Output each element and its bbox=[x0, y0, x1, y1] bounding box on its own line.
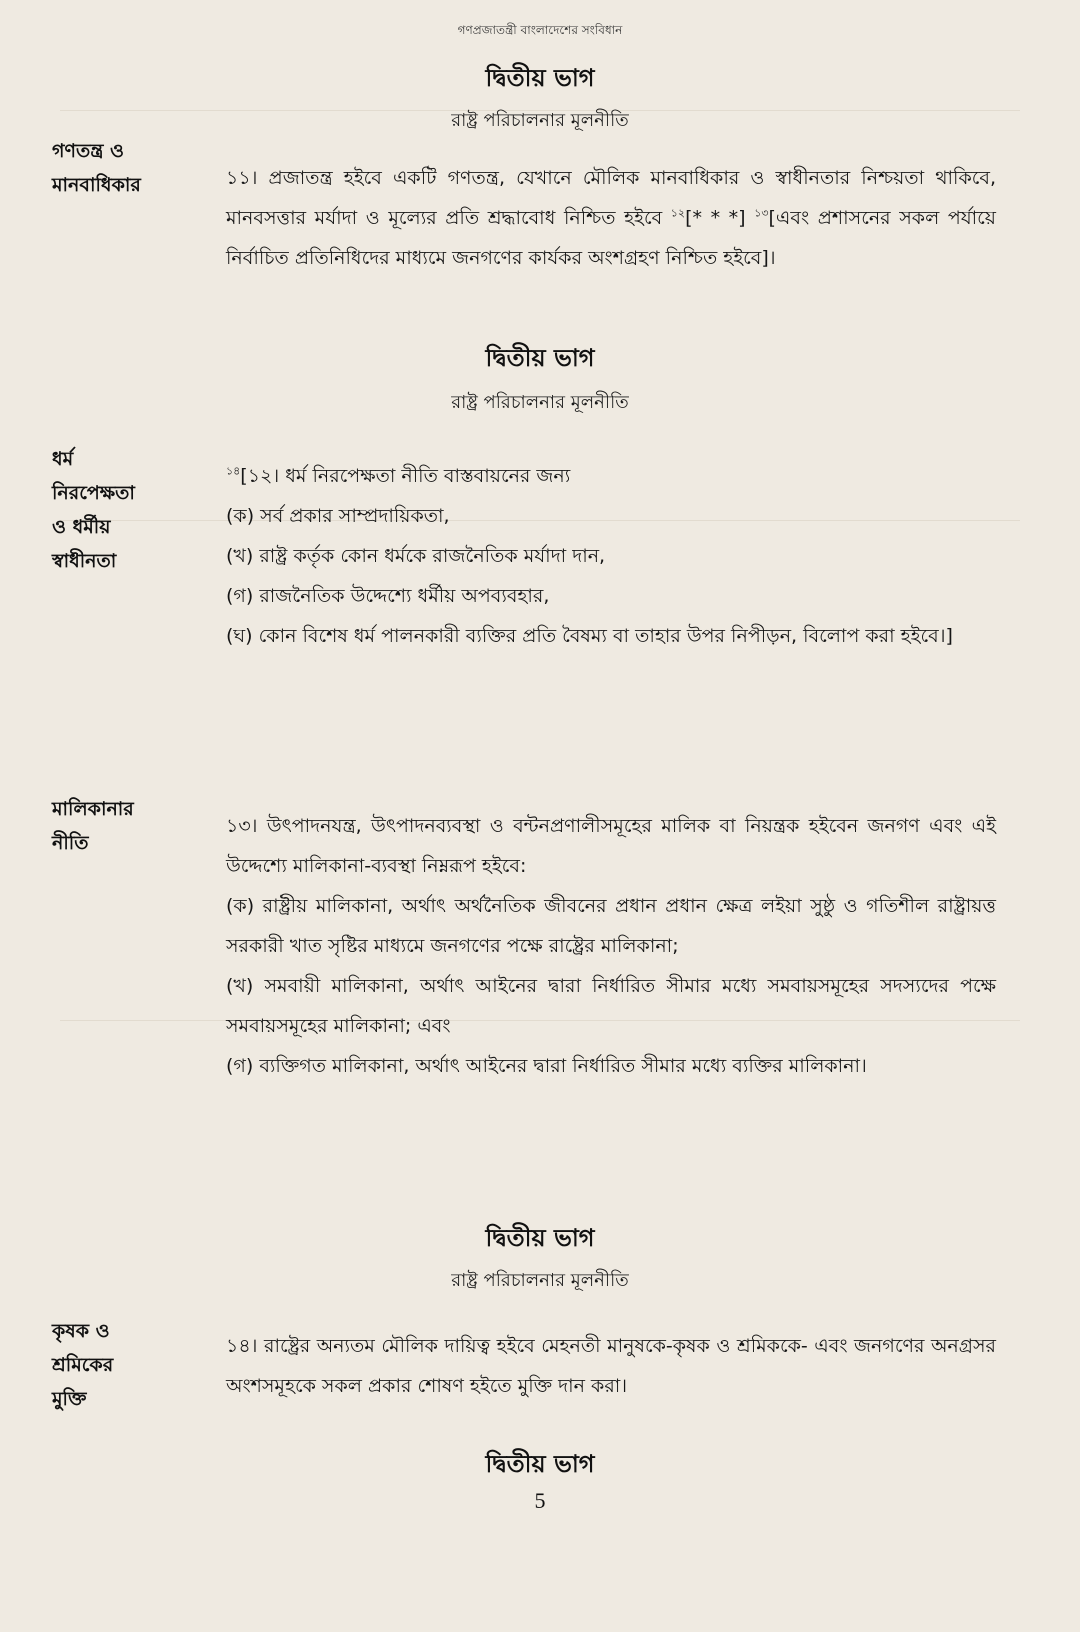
part-title: দ্বিতীয় ভাগ bbox=[485, 344, 595, 372]
clause-ga: (গ) ব্যক্তিগত মালিকানা, অর্থাৎ আইনের দ্বারা নির্ধারিত সীমার মধ্যে ব্যক্তির মালিকানা। bbox=[226, 1055, 867, 1077]
part-subtitle: রাষ্ট্র পরিচালনার মূলনীতি bbox=[451, 1270, 629, 1291]
article-12-lead bbox=[226, 456, 996, 496]
margin-note-line: স্বাধীনতা bbox=[52, 550, 117, 572]
margin-note-line: নিরপেক্ষতা bbox=[52, 482, 135, 504]
article-11-text bbox=[226, 158, 996, 278]
clause-ga: (গ) রাজনৈতিক উদ্দেশ্যে ধর্মীয় অপব্যবহার, bbox=[226, 585, 550, 607]
part-title: দ্বিতীয় ভাগ bbox=[485, 64, 595, 92]
clause-kha: (খ) সমবায়ী মালিকানা, অর্থাৎ আইনের দ্বারা নির্ধারিত সীমার মধ্যে সমবায়সমূহের সদস্যদের পক্ষে সমবায়সমূহের মালিকানা; এবং bbox=[226, 975, 996, 1037]
article-13-lead: ১৩। উৎপাদনযন্ত্র, উৎপাদনব্যবস্থা ও বন্টনপ্রণালীসমূহের মালিক বা নিয়ন্ত্রক হইবেন জনগণ এবং এই উদ্দেশ্যে মালিকানা-ব্যবস্থা নিম্নরূপ হইবে: bbox=[226, 815, 996, 877]
article-14 bbox=[226, 1326, 996, 1406]
part-subtitle: রাষ্ট্র পরিচালনার মূলনীতি bbox=[451, 110, 629, 131]
article-text: [এবং প্রশাসনের সকল পর্যায়ে নির্বাচিত প্রতিনিধিদের মাধ্যমে জনগণের কার্যকর অংশগ্রহণ নিশ্চিত হইবে]। bbox=[226, 207, 997, 269]
clause-gha: (ঘ) কোন বিশেষ ধর্ম পালনকারী ব্যক্তির প্রতি বৈষম্য বা তাহার উপর নিপীড়ন, বিলোপ করা হইবে।] bbox=[226, 625, 953, 647]
footnote-marker: ১২ bbox=[670, 206, 686, 220]
running-header: গণপ্রজাতন্ত্রী বাংলাদেশের সংবিধান bbox=[457, 23, 623, 37]
clause-ka: (ক) রাষ্ট্রীয় মালিকানা, অর্থাৎ অর্থনৈতিক জীবনের প্রধান প্রধান ক্ষেত্র লইয়া সুষ্ঠু ও গতিশীল রাষ্ট্রায়ত্ত সরকারী খাত সৃষ্টির মাধ্যমে জনগণের পক্ষে রাষ্ট্রের মালিকানা; bbox=[226, 895, 996, 957]
margin-note-line: ধর্ম bbox=[52, 448, 74, 470]
margin-note-line: নীতি bbox=[52, 832, 89, 854]
margin-note-democracy bbox=[52, 134, 202, 202]
article-11 bbox=[226, 158, 996, 278]
clause-ka: (ক) সর্ব প্রকার সাম্প্রদায়িকতা, bbox=[226, 505, 450, 527]
footnote-marker: ১৪ bbox=[226, 464, 241, 478]
omitted-text-marker: [* * *] bbox=[685, 207, 746, 229]
article-text: [১২। ধর্ম নিরপেক্ষতা নীতি বাস্তবায়নের জন্য bbox=[240, 465, 571, 487]
article-12 bbox=[226, 456, 996, 656]
margin-note-ownership bbox=[52, 792, 202, 860]
margin-note-line: মালিকানার bbox=[52, 798, 134, 820]
article-13 bbox=[226, 806, 996, 1086]
article-14-text: ১৪। রাষ্ট্রের অন্যতম মৌলিক দায়িত্ব হইবে মেহনতী মানুষকে-কৃষক ও শ্রমিককে- এবং জনগণের অনগ্রসর অংশসমূহকে সকল প্রকার শোষণ হইতে মুক্তি দান করা। bbox=[226, 1335, 996, 1397]
part-subtitle: রাষ্ট্র পরিচালনার মূলনীতি bbox=[451, 392, 629, 413]
margin-note-liberation bbox=[52, 1314, 202, 1416]
margin-note-line: মানবাধিকার bbox=[52, 174, 141, 196]
part-title: দ্বিতীয় ভাগ bbox=[485, 1224, 595, 1252]
clause-kha: (খ) রাষ্ট্র কর্তৃক কোন ধর্মকে রাজনৈতিক মর্যাদা দান, bbox=[226, 545, 606, 567]
margin-note-line: ও ধর্মীয় bbox=[52, 516, 111, 538]
part-title: দ্বিতীয় ভাগ bbox=[485, 1450, 595, 1478]
margin-note-line: মুক্তি bbox=[52, 1388, 87, 1410]
page-number: 5 bbox=[534, 1488, 546, 1513]
footnote-marker: ১৩ bbox=[754, 206, 769, 220]
margin-note-secularism bbox=[52, 442, 202, 578]
article-text: ১১। প্রজাতন্ত্র হইবে একটি গণতন্ত্র, যেখানে মৌলিক মানবাধিকার ও স্বাধীনতার নিশ্চয়তা থাকিবে, মানবসত্তার মর্যাদা ও মূল্যের প্রতি শ্রদ্ধাবোধ নিশ্চিত হইবে bbox=[226, 167, 996, 229]
margin-note-line: শ্রমিকের bbox=[52, 1354, 114, 1376]
margin-note-line: কৃষক ও bbox=[52, 1320, 110, 1342]
margin-note-line: গণতন্ত্র ও bbox=[52, 140, 124, 162]
